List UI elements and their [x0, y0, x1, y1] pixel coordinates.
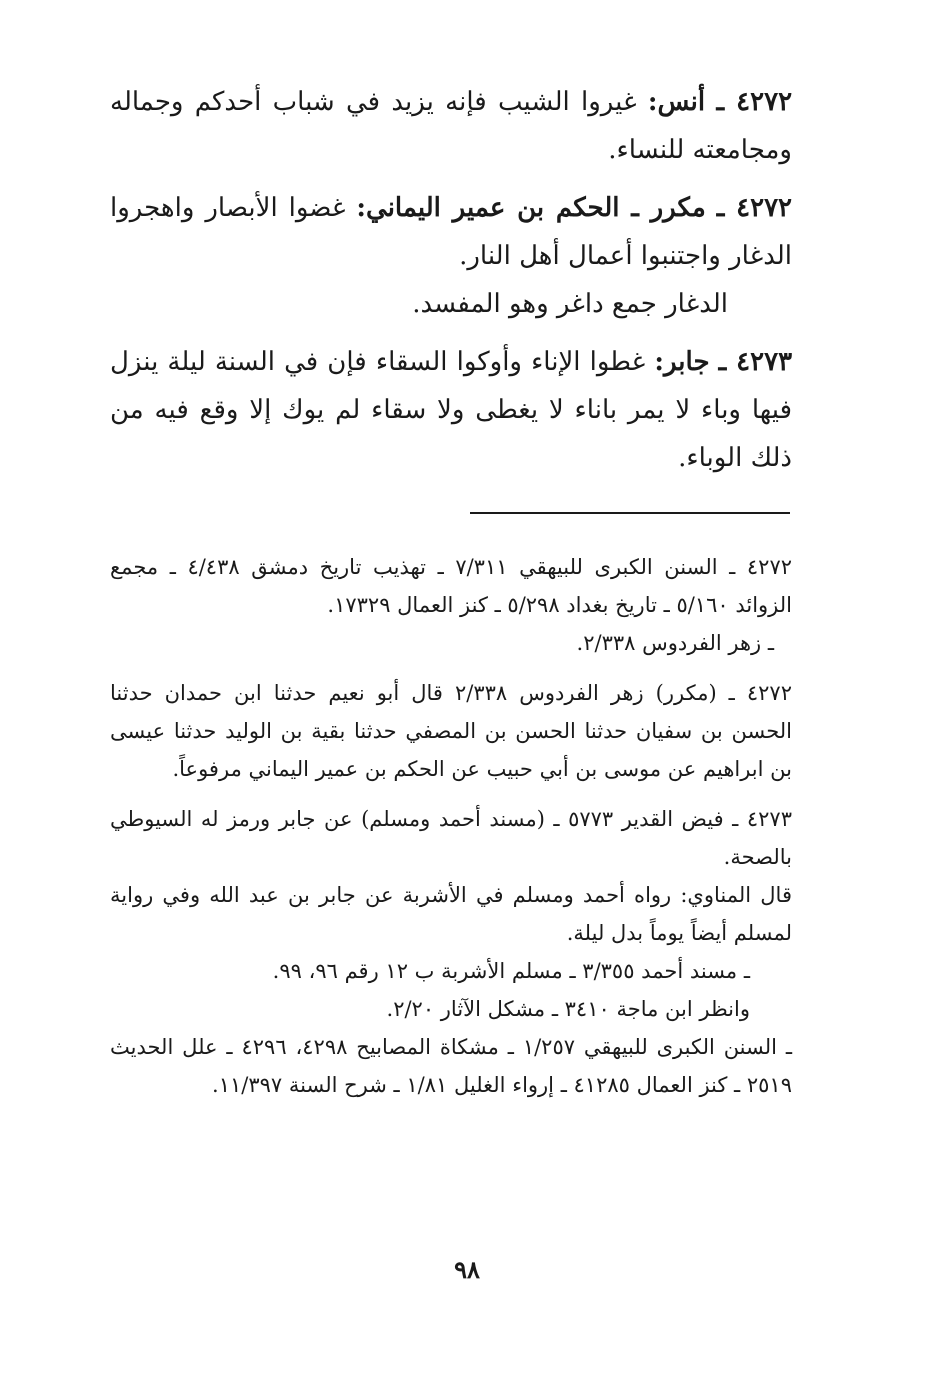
footnote-text: ٤٢٧٢ ـ السنن الكبرى للبيهقي ٧/٣١١ ـ تهذيب تاريخ دمشق ٤/٤٣٨ ـ مجمع الزوائد ٥/١٦٠ ـ تاريخ بغداد ٥/٢٩٨ ـ كنز العمال ١٧٣٢٩.	[110, 555, 793, 617]
footnote-text: وانظر ابن ماجة ٣٤١٠ ـ مشكل الآثار ٢/٢٠.	[386, 997, 750, 1021]
hadith-gloss: الدغار جمع داغر وهو المفسد.	[412, 289, 728, 319]
footnote-divider	[470, 512, 790, 514]
page-number: ٩٨	[454, 1255, 480, 1284]
footnote-text: ـ السنن الكبرى للبيهقي ١/٢٥٧ ـ مشكاة المصابيح ٤٢٩٨، ٤٢٩٦ ـ علل الحديث ٢٥١٩ ـ كنز العمال ٤١٢٨٥ ـ إرواء الغليل ١/٨١ ـ شرح السنة ١١/٣٩٧.	[110, 1035, 793, 1097]
footnote-text: ٤٢٧٢ ـ (مكرر) زهر الفردوس ٢/٣٣٨ قال أبو نعيم حدثنا ابن حمدان حدثنا الحسن بن سفيان حدثنا الحسن بن المصفي حدثنا بقية بن الوليد حدثنا عيسى بن ابراهيم عن موسى بن أبي حبيب عن الحكم بن عمير اليماني مرفوعاً.	[110, 681, 792, 781]
hadith-entry	[110, 338, 792, 482]
footnote	[110, 674, 792, 788]
footnote-text: ـ زهر الفردوس ٢/٣٣٨.	[576, 631, 774, 655]
hadith-number: ٤٢٧٣ ـ	[718, 347, 793, 377]
hadith-narrator: جابر:	[654, 347, 710, 377]
footnotes	[110, 548, 792, 1116]
hadith-narrator: أنس:	[647, 87, 706, 117]
hadith-number: ٤٢٧٢ ـ	[716, 193, 792, 223]
hadith-text: غطوا الإناء وأوكوا السقاء فإن في السنة ليلة ينزل فيها وباء لا يمر باناء لا يغطى ولا سقاء لم يوك إلا وقع فيه من ذلك الوباء.	[110, 347, 792, 473]
hadith-number: ٤٢٧٢ ـ	[716, 87, 793, 117]
hadith-narrator: مكرر ـ الحكم بن عمير اليماني:	[356, 193, 706, 223]
hadith-text: غيروا الشيب فإنه يزيد في شباب أحدكم وجماله ومجامعته للنساء.	[110, 87, 792, 165]
hadith-entry	[110, 78, 792, 174]
footnote-text: ـ مسند أحمد ٣/٣٥٥ ـ مسلم الأشربة ب ١٢ رقم ٩٦، ٩٩.	[272, 959, 750, 983]
main-text	[110, 78, 792, 492]
footnote-text: ٤٢٧٣ ـ فيض القدير ٥٧٧٣ ـ (مسند أحمد ومسلم) عن جابر ورمز له السيوطي بالصحة.	[110, 807, 792, 869]
footnote	[110, 800, 792, 1104]
footnote-text: قال المناوي: رواه أحمد ومسلم في الأشربة عن جابر بن عبد الله وفي رواية لمسلم أيضاً يوماً بدل ليلة.	[110, 883, 792, 945]
hadith-text: غضوا الأبصار واهجروا الدغار واجتنبوا أعمال أهل النار.	[110, 193, 792, 271]
hadith-entry	[110, 184, 792, 328]
footnote	[110, 548, 792, 662]
